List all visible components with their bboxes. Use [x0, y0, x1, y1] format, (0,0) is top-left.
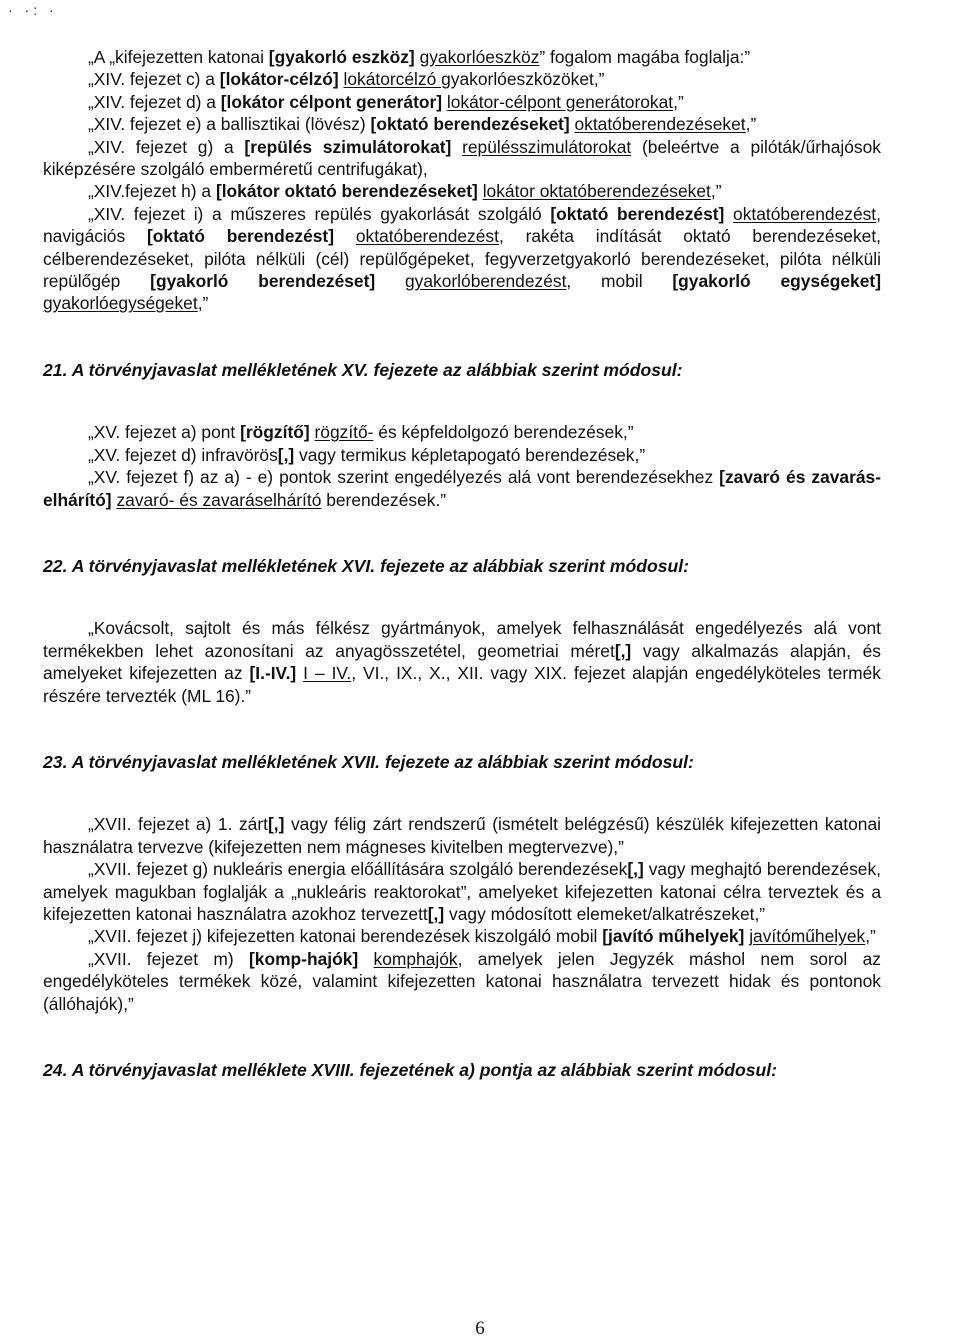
deleted-text-bracket: [oktató berendezést] [550, 203, 725, 224]
text-run: , amelyek jelen Jegyzék máshol nem sorol az engedélyköteles termékek közé, valamint kifejezetten katonai használatra tervezett hidak és pontonok (állóhajók),” [43, 948, 881, 1014]
inserted-text-underlined: lokátorcélzó [343, 69, 442, 90]
deleted-text-bracket: [javító műhelyek] [602, 926, 745, 947]
document-body [43, 46, 881, 1081]
text-run: „A „kifejezetten katonai [88, 47, 269, 67]
text-run: vagy félig zárt rendszerű (ismételt belégzésű) készülék kifejezetten katonai használatra tervezve (kifejezetten nem mágneses kivitelben megtervezve),” [43, 814, 881, 857]
text-run: „XV. fejezet d) infravörös [88, 444, 278, 465]
deleted-text-bracket: [,] [614, 640, 632, 661]
paragraph [43, 113, 881, 135]
inserted-text-underlined: lokátor-célpont generátorokat [446, 91, 674, 112]
text-run: ,” [745, 114, 757, 135]
deleted-text-bracket: [,] [267, 814, 285, 835]
text-run [631, 641, 643, 661]
text-run: „XIV.fejezet h) a [88, 181, 216, 202]
deleted-text-bracket: [,] [627, 859, 644, 880]
text-run: vagy meghajtó berendezések, amelyek magukban foglalják a „nukleáris reaktorokat”, amelyeket kifejezetten katonai célra terveztek és a kifejezetten katonai használatra azokhoz tervezett [43, 859, 881, 924]
inserted-text-underlined: rögzítő- [314, 422, 374, 443]
text-run: „XIV. fejezet i) a műszeres repülés gyakorlását szolgáló [88, 203, 551, 224]
text-run: „XIV. fejezet c) a [88, 69, 220, 90]
inserted-text-underlined: gyakorlóeszköz [419, 47, 540, 67]
paragraph [43, 180, 881, 202]
inserted-text-underlined: zavaró- és zavaráselhárító [116, 489, 322, 510]
text-run: „XVII. fejezet g) nukleáris energia előállítására szolgáló berendezések [88, 859, 628, 880]
paragraph [43, 68, 881, 90]
inserted-text-underlined: I – IV. [303, 663, 352, 684]
deleted-text-bracket: [rögzítő] [240, 422, 310, 443]
inserted-text-underlined: javítóműhelyek [749, 926, 866, 947]
paragraph [43, 444, 881, 466]
paragraph [43, 136, 881, 181]
text-run: ,” [197, 293, 209, 314]
inserted-text-underlined: komphajók [373, 948, 458, 969]
text-run: „XVII. fejezet j) kifejezetten katonai berendezések kiszolgáló mobil [88, 926, 603, 947]
text-run: (beleértve a pilóták/űrhajósok kiképzésére szolgáló emberméretű centrifugákat), [43, 136, 881, 180]
text-run: „Kovácsolt, sajtolt és más félkész gyártmányok, amelyek felhasználását engedélyezés alá vont termékekben lehet azonosítani az anyagösszetétel, geometriai méret [43, 618, 881, 661]
scan-artifact-dots: · ·: · [8, 2, 58, 18]
text-run [358, 949, 373, 969]
text-run: ” fogalom magába foglalja:” [539, 47, 751, 67]
text-run: „XVII. fejezet a) 1. zárt [88, 814, 268, 835]
deleted-text-bracket: [oktató berendezést] [146, 226, 335, 247]
text-run: , mobil [566, 271, 673, 292]
text-run: „XV. fejezet f) az a) - e) pontok szerint engedélyezés alá vont berendezésekhez [88, 467, 720, 488]
deleted-text-bracket: [I.-IV.] [249, 663, 297, 684]
text-run [284, 814, 291, 834]
text-run: berendezések.” [321, 489, 447, 510]
section-heading: 24. A törvényjavaslat melléklete XVIII. fejezetének a) pontja az alábbiak szerint módosul: [43, 1060, 777, 1080]
text-run: „XV. fejezet a) pont [88, 422, 241, 443]
inserted-text-underlined: repülésszimulátorokat [462, 136, 632, 157]
text-run: , rakéta indítását oktató berendezéseket, célberendezéseket, pilóta nélküli (cél) repülőgépeket, fegyverzetgyakorló berendezéseket, pilóta nélküli repülőgép [43, 226, 881, 292]
text-run: „XIV. fejezet e) a ballisztikai (lövész) [88, 114, 371, 135]
paragraph [43, 421, 881, 443]
deleted-text-bracket: [gyakorló berendezéset] [150, 271, 376, 292]
section-heading: 23. A törvényjavaslat mellékletének XVII. fejezete az alábbiak szerint módosul: [43, 751, 694, 772]
inserted-text-underlined: gyakorlóegységeket [43, 293, 198, 314]
text-run: „XIV. fejezet g) a [88, 136, 245, 157]
text-run: gyakorlóeszközöket,” [441, 69, 605, 90]
section-heading: 22. A törvényjavaslat mellékletének XVI. fejezete az alábbiak szerint módosul: [43, 555, 690, 576]
text-run: és képfeldolgozó berendezések,” [373, 422, 634, 443]
deleted-text-bracket: [oktató berendezéseket] [370, 114, 570, 135]
deleted-text-bracket: [lokátor célpont generátor] [220, 91, 443, 112]
paragraph [43, 46, 881, 68]
text-run [375, 271, 405, 291]
text-run: ,” [865, 926, 876, 947]
deleted-text-bracket: [lokátor-célzó] [219, 69, 339, 90]
paragraph [43, 948, 881, 1015]
text-run: „XIV. fejezet d) a [88, 91, 221, 112]
paragraph [43, 813, 881, 858]
deleted-text-bracket: [gyakorló egységeket] [672, 271, 881, 292]
paragraph [43, 925, 881, 947]
deleted-text-bracket: [,] [427, 903, 445, 924]
text-run: vagy módosított elemeket/alkatrészeket,” [449, 903, 766, 924]
inserted-text-underlined: oktatóberendezést [355, 226, 499, 247]
section-heading: 21. A törvényjavaslat mellékletének XV. fejezete az alábbiak szerint módosul: [43, 359, 683, 380]
text-run: ,” [710, 181, 722, 202]
page-number: 6 [475, 1318, 485, 1339]
paragraph [43, 203, 881, 315]
paragraph [43, 858, 881, 925]
deleted-text-bracket: [komp-hajók] [248, 948, 359, 969]
deleted-text-bracket: [zavaró és zavarás-elhárító] [43, 467, 881, 510]
text-run [451, 137, 462, 157]
text-run [334, 226, 356, 246]
paragraph [43, 466, 881, 511]
deleted-text-bracket: [gyakorló eszköz] [268, 47, 415, 67]
deleted-text-bracket: [,] [277, 444, 295, 465]
deleted-text-bracket: [lokátor oktató berendezéseket] [215, 181, 478, 202]
text-run: ,” [673, 91, 684, 112]
inserted-text-underlined: gyakorlóberendezést [404, 271, 567, 292]
text-run [724, 204, 733, 224]
paragraph [43, 617, 881, 707]
text-run: , navigációs [43, 203, 881, 247]
paragraph [43, 91, 881, 113]
deleted-text-bracket: [repülés szimulátorokat] [244, 136, 452, 157]
text-run: „XVII. fejezet m) [88, 948, 249, 969]
inserted-text-underlined: oktatóberendezést [733, 203, 877, 224]
inserted-text-underlined: oktatóberendezéseket [574, 114, 746, 135]
text-run: vagy alkalmazás alapján, és amelyeket kifejezetten az [43, 640, 881, 684]
inserted-text-underlined: lokátor oktatóberendezéseket [482, 181, 711, 202]
text-run: , VI., IX., X., XII. vagy XIX. fejezet alapján engedélyköteles termék részére tervezték (ML 16).” [43, 663, 881, 706]
text-run: vagy termikus képletapogató berendezések,” [299, 444, 646, 465]
